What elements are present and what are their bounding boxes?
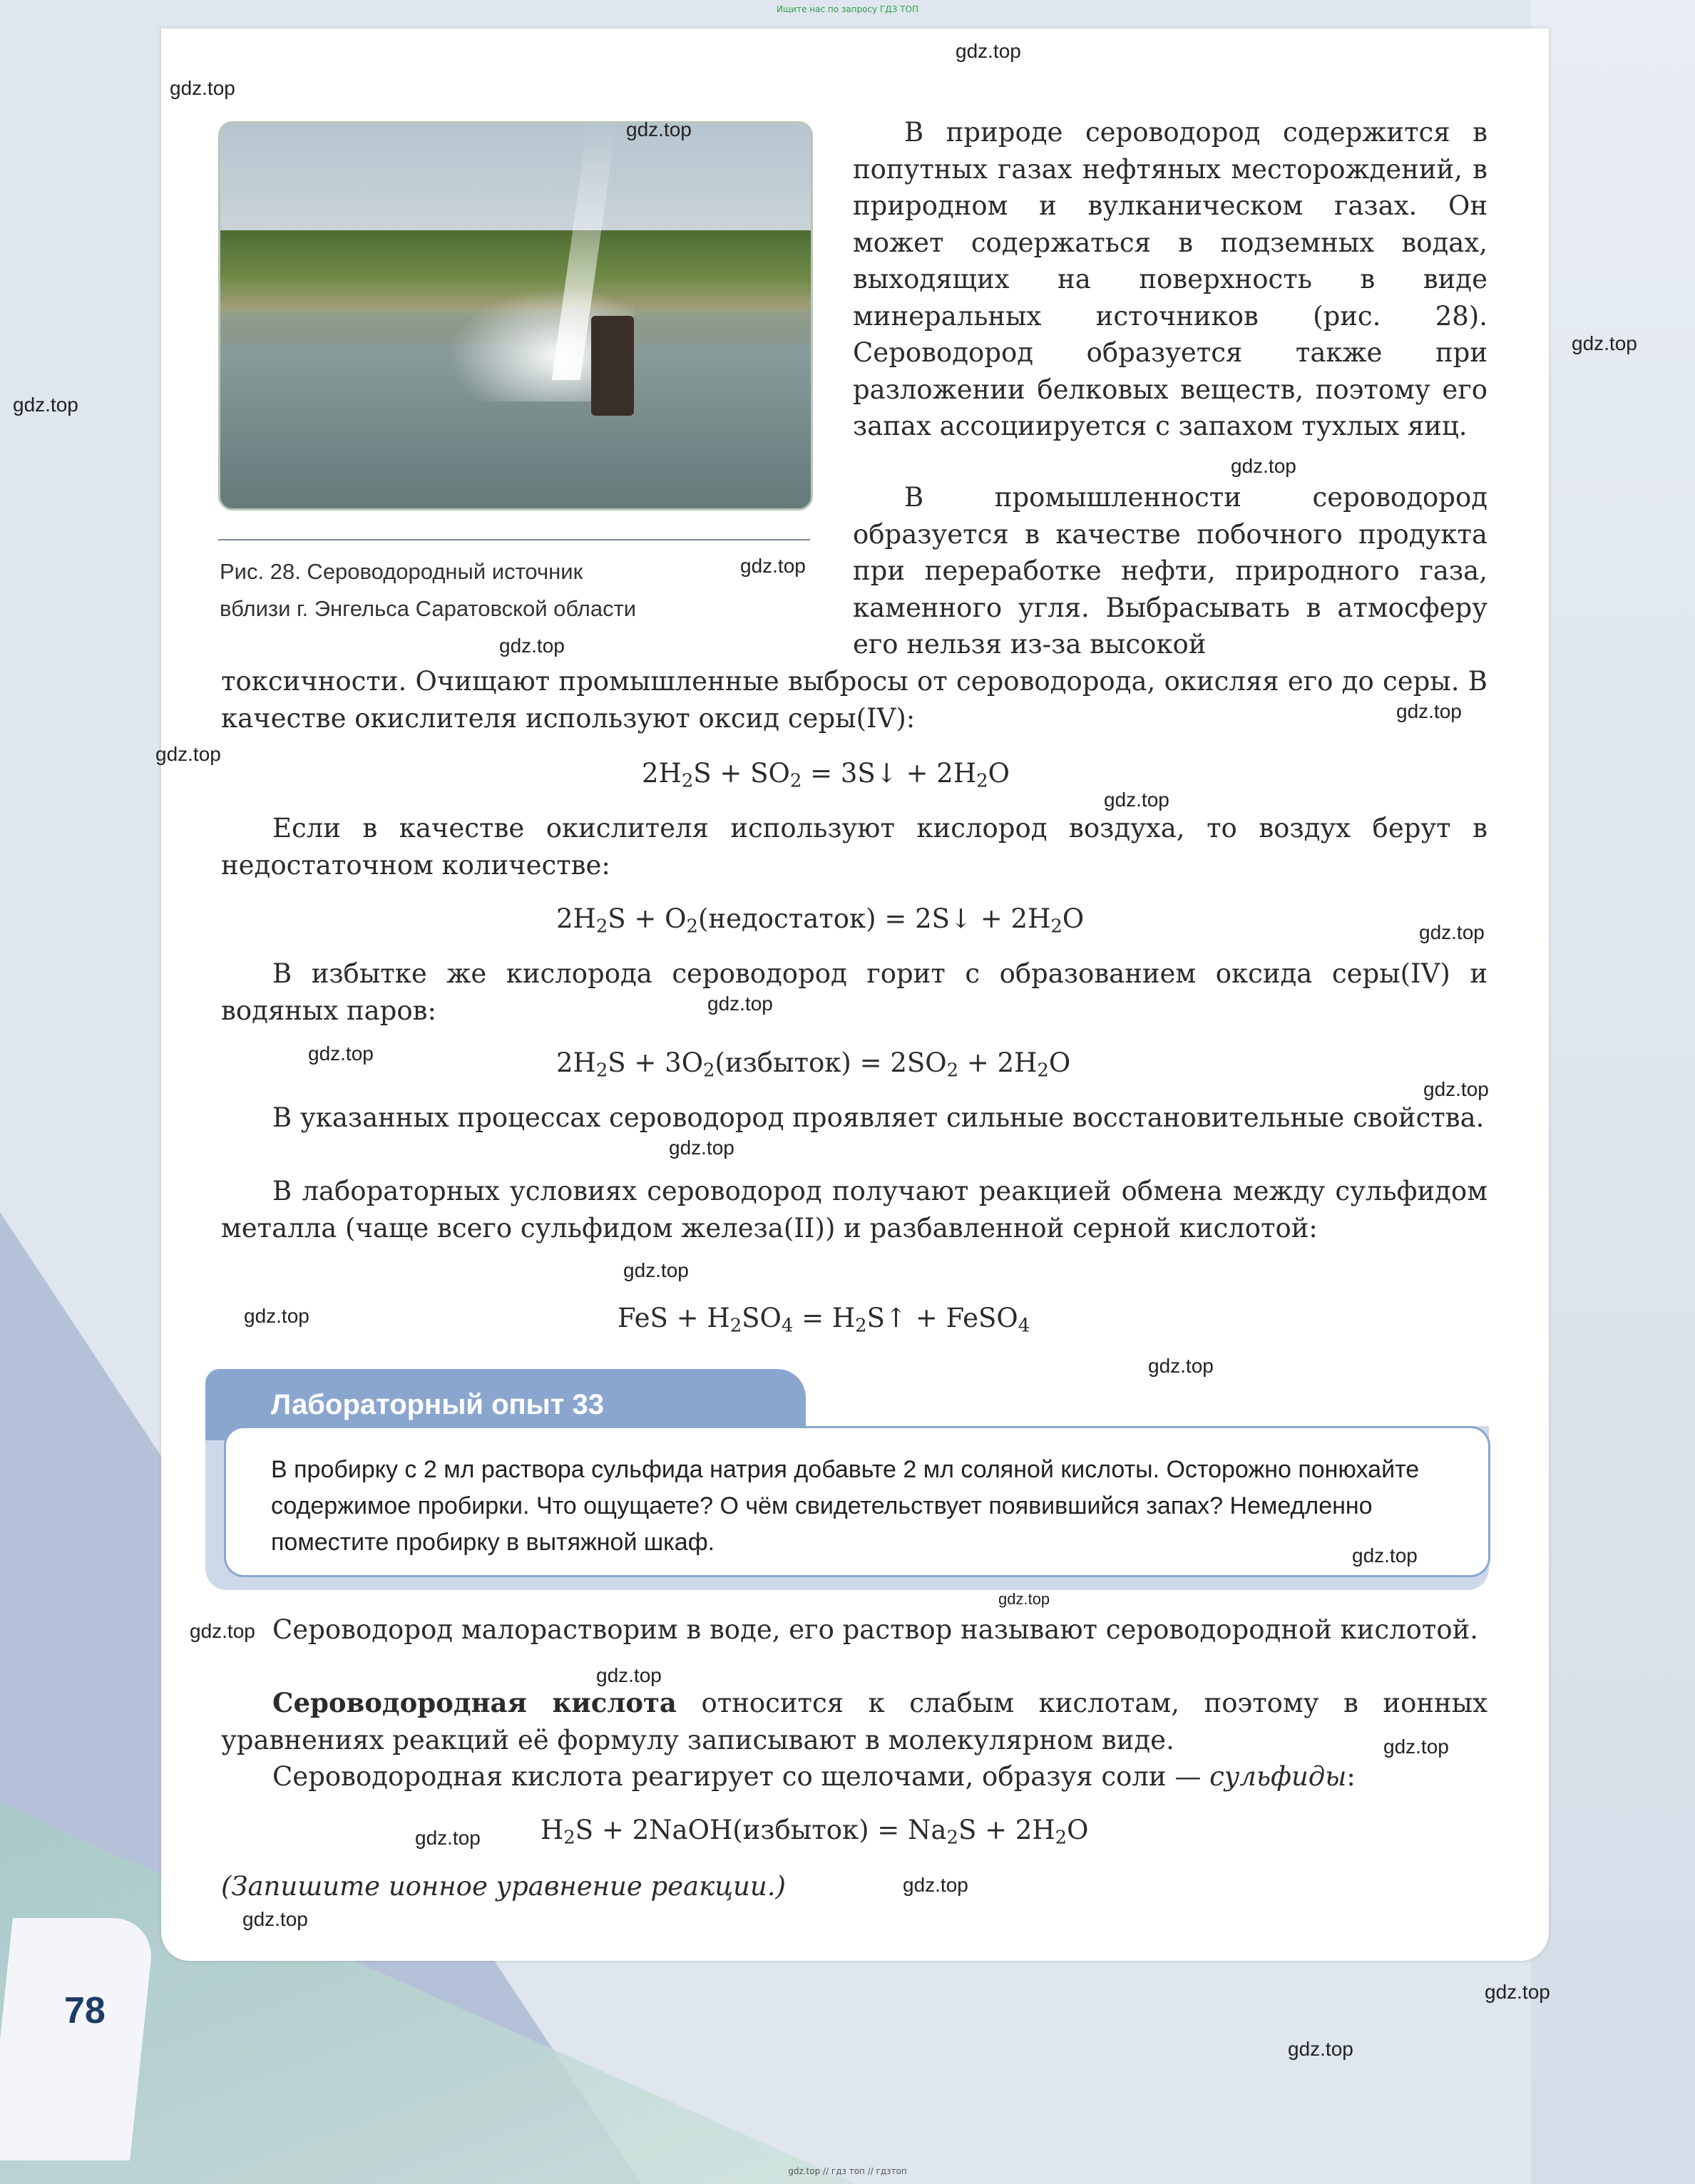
watermark: gdz.top: [244, 1305, 309, 1327]
watermark: gdz.top: [415, 1827, 481, 1849]
footer-link[interactable]: gdz.top // гдз топ // гдзтоп: [788, 2166, 907, 2176]
watermark: gdz.top: [998, 1590, 1050, 1608]
watermark: gdz.top: [1396, 700, 1462, 722]
watermark: gdz.top: [623, 1259, 689, 1281]
watermark: gdz.top: [956, 40, 1021, 62]
watermark: gdz.top: [626, 118, 692, 140]
paragraph: В указанных процессах сероводород проявляет сильные восстановительные свойства.: [272, 1102, 1485, 1133]
paragraph: В промышленности сероводород образуется в качестве побочного продукта при переработке нефти, природного газа, каменного угля. Выбрасывать в атмосферу его нельзя из-за высокой: [853, 482, 1487, 660]
caption-line: вблизи г. Энгельса Саратовской области: [220, 596, 637, 621]
background-right: [1531, 0, 1695, 2184]
paragraph-text: Сероводородная кислота реагирует со щелочами, образуя соли —: [272, 1761, 1210, 1792]
term-italic: сульфиды: [1209, 1761, 1347, 1792]
equation-note: (недостаток): [698, 903, 876, 934]
watermark: gdz.top: [1423, 1078, 1489, 1100]
caption-rule: [218, 539, 810, 540]
watermark: gdz.top: [308, 1042, 374, 1065]
paragraph: [221, 1685, 1487, 1758]
page-corner: [0, 1918, 155, 2160]
caption-line: Рис. 28. Сероводородный источник: [220, 559, 583, 584]
equation-note: (избыток): [732, 1815, 869, 1845]
paragraph: В лабораторных условиях сероводород получают реакцией обмена между сульфидом металла (чаще всего сульфидом железа(II)) и разбавленной серной кислотой:: [221, 1176, 1487, 1244]
watermark: gdz.top: [1288, 2038, 1353, 2060]
equation: FeS + $H_2SO_4$ = $H_2S↑$ + FeSO$_4$: [618, 1303, 1030, 1337]
lab-title: Лабораторный опыт 33: [205, 1369, 806, 1440]
paragraph: В природе сероводород содержится в попутных газах нефтяных месторождений, в природном и вулканическом газах. Он может содержаться в подземных водах, выходящих на поверхность в виде минеральных источников (рис. 28). Сероводород образуется также при разложении белковых веществ, поэтому его запах ассоциируется с запахом тухлых яиц.: [853, 117, 1487, 441]
watermark: gdz.top: [1231, 455, 1296, 477]
equation: $2H_2S$ + $O_2(недостаток)$ = 2S↓ + $2H_2O$: [556, 903, 1085, 938]
watermark: gdz.top: [1148, 1355, 1214, 1377]
equation: $2H_2S + SO_2$ = 3S↓ + $2H_2O$: [642, 758, 1010, 792]
watermark: gdz.top: [155, 743, 221, 765]
watermark: gdz.top: [1419, 921, 1485, 943]
watermark: gdz.top: [1352, 1544, 1418, 1567]
watermark: gdz.top: [1104, 789, 1169, 811]
watermark: gdz.top: [13, 394, 78, 416]
watermark: gdz.top: [1572, 332, 1637, 354]
top-link[interactable]: Ищите нас по запросу ГДЗ ТОП: [777, 4, 918, 14]
equation: $2H_2S$ + $3O_2(избыток) = 2SO_2 + 2H_2O$: [556, 1047, 1071, 1082]
watermark: gdz.top: [903, 1874, 968, 1896]
watermark: gdz.top: [190, 1620, 255, 1642]
watermark: gdz.top: [596, 1664, 662, 1686]
watermark: gdz.top: [1383, 1736, 1449, 1758]
watermark: gdz.top: [669, 1137, 734, 1159]
figure-photo: [218, 121, 813, 511]
paragraph-text: относится к слабым кислотам, поэтому в ионных уравнениях реакций её формулу записывают в молекулярном виде.: [221, 1688, 1487, 1755]
watermark: gdz.top: [170, 77, 235, 99]
page-number: 78: [64, 1990, 106, 2031]
watermark: gdz.top: [740, 555, 806, 577]
paragraph: Если в качестве окислителя используют кислород воздуха, то воздух берут в недостаточном количестве:: [221, 813, 1487, 881]
watermark: gdz.top: [242, 1908, 308, 1930]
photo-pipe: [591, 316, 634, 416]
term-bold: Сероводородная кислота: [272, 1687, 677, 1718]
paragraph: Сероводород малорастворим в воде, его раствор называют сероводородной кислотой.: [272, 1614, 1479, 1645]
equation: $H_2S$ + 2NaOH(избыток) = $Na_2S + 2H_2O$: [541, 1815, 1089, 1849]
paragraph: (Запишите ионное уравнение реакции.): [221, 1871, 786, 1902]
paragraph: токсичности. Очищают промышленные выбросы от сероводорода, окисляя его до серы. В качестве окислителя используют оксид серы(IV):: [221, 666, 1487, 734]
paragraph-text: :: [1346, 1761, 1356, 1792]
watermark: gdz.top: [707, 993, 773, 1015]
figure-caption: [220, 553, 804, 627]
paragraph: [221, 1758, 1487, 1795]
paragraph: В избытке же кислорода сероводород горит с образованием оксида серы(IV) и водяных паров:: [221, 958, 1487, 1026]
equation-note: (избыток): [715, 1047, 851, 1078]
lab-text: В пробирку с 2 мл раствора сульфида натрия добавьте 2 мл соляной кислоты. Осторожно понюхайте содержимое пробирки. Что ощущаете? О чём свидетельствует появившийся запах? Немедленно поместите пробирку в вытяжной шкаф.: [271, 1456, 1420, 1556]
watermark: gdz.top: [499, 635, 565, 657]
watermark: gdz.top: [1485, 1981, 1550, 2003]
